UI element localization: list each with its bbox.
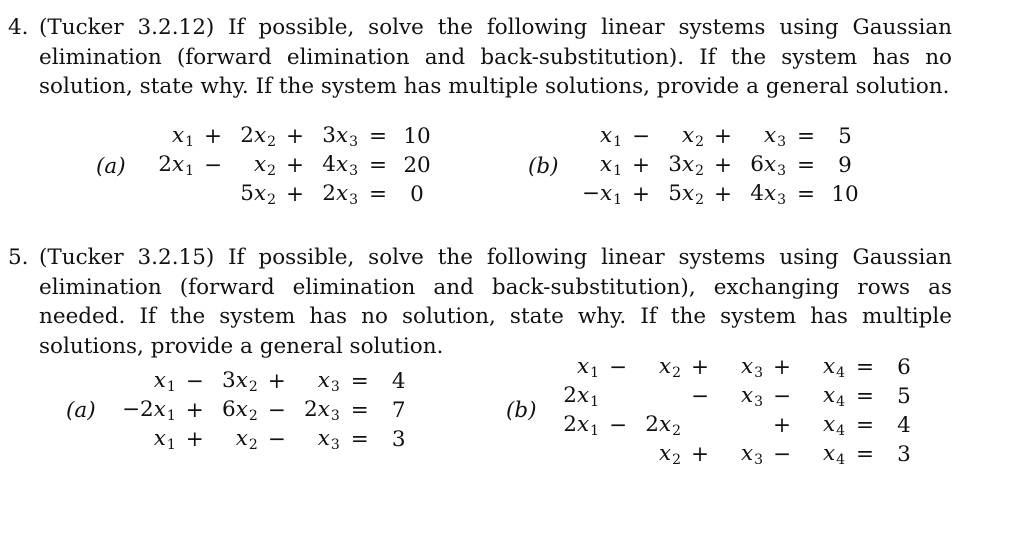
equals-sign: = [350,369,369,394]
equation-term: $4x_3$ [750,181,786,208]
equation-term: $6x_2$ [222,397,258,424]
operator: − [631,124,650,149]
equation-term: $x_1$ [599,152,622,179]
equation-term [719,411,763,440]
operator: + [772,355,791,380]
equation-term: $x_1$ [153,368,176,395]
equation-term: $2x_3$ [322,181,358,208]
operator: + [185,427,204,452]
equation-row [555,440,923,469]
equation-row [578,122,864,151]
operator: + [772,413,791,438]
equals-sign: = [796,124,815,149]
equation-term: $x_3$ [763,123,786,150]
operator: + [267,369,286,394]
equation-term: $x_3$ [740,354,763,381]
equation-rhs: 6 [897,355,911,380]
equals-sign: = [796,153,815,178]
operator: + [713,124,732,149]
operator: + [203,124,222,149]
equation-term: $2x_1$ [563,383,599,410]
equation-rhs: 5 [838,124,852,149]
equation-term: $5x_2$ [240,181,276,208]
operator: + [690,442,709,467]
equation-term: $3x_2$ [222,368,258,395]
equation-term [150,180,194,209]
equation-term: $2x_2$ [645,412,681,439]
equation-row [122,367,418,396]
equation-term: $2x_1$ [158,152,194,179]
operator: − [185,369,204,394]
equation-term: $3x_2$ [668,152,704,179]
equals-sign: = [855,384,874,409]
problem-number: 5. [8,245,29,270]
equation-term: $x_2$ [235,426,258,453]
equation-term: $x_2$ [658,441,681,468]
equation-rhs: 3 [391,427,406,452]
problem-5 [8,243,952,361]
operator: + [185,398,204,423]
operator: − [267,398,286,423]
equation-term: $x_4$ [822,441,845,468]
equation-system-5a [122,367,418,454]
operator [194,180,232,209]
equation-term: $-x_1$ [581,181,622,208]
equation-rhs: 4 [897,413,911,438]
equation-term: $x_1$ [599,123,622,150]
equation-term: $x_4$ [822,412,845,439]
operator: + [713,182,732,207]
equation-term: $2x_2$ [240,123,276,150]
operator: + [631,182,650,207]
equation-term [555,440,599,469]
equation-term: $4x_3$ [322,152,358,179]
operator: + [285,124,304,149]
operator: + [285,153,304,178]
equation-row [555,411,923,440]
equals-sign: = [368,153,387,178]
system-label-5b: (b) [506,398,537,423]
equation-row [555,382,923,411]
problem-number: 4. [8,15,29,40]
equation-rhs: 0 [410,182,424,207]
operator: − [203,153,222,178]
equation-row [578,180,864,209]
equation-row [150,151,436,180]
equation-term: $-2x_1$ [122,397,176,424]
equation-rhs: 7 [391,398,406,423]
equation-row [578,151,864,180]
equation-rhs: 5 [897,384,911,409]
equals-sign: = [855,355,874,380]
operator: − [608,413,627,438]
equals-sign: = [855,413,874,438]
equation-term: $x_2$ [681,123,704,150]
operator: − [608,355,627,380]
equals-sign: = [350,398,369,423]
equation-row [555,353,923,382]
operator: + [285,182,304,207]
operator [599,440,637,469]
equation-term: $5x_2$ [668,181,704,208]
equation-row [122,425,418,454]
equation-rhs: 10 [403,124,431,149]
operator: − [772,384,791,409]
equation-term: $x_2$ [253,152,276,179]
equation-rhs: 3 [897,442,911,467]
operator: + [631,153,650,178]
equals-sign: = [350,427,369,452]
operator: − [267,427,286,452]
operator: − [690,384,709,409]
equation-row [150,180,436,209]
equation-term: $x_1$ [171,123,194,150]
equation-term: $2x_1$ [563,412,599,439]
equation-rhs: 9 [838,153,852,178]
equation-term: $x_3$ [317,368,340,395]
operator: + [713,153,732,178]
equation-term: $x_4$ [822,354,845,381]
equation-term: $6x_3$ [750,152,786,179]
equation-term: $x_4$ [822,383,845,410]
equation-term: $x_1$ [576,354,599,381]
equals-sign: = [368,124,387,149]
equals-sign: = [855,442,874,467]
equation-rhs: 10 [831,182,859,207]
problem-text: (Tucker 3.2.12) If possible, solve the following linear systems using Gaussian elimination (forward elimination and back-substitution). If the system has no solution, state why. If the system has multiple solutions, provide a general solution. [39,15,952,99]
equation-rhs: 4 [391,369,406,394]
equation-term: $3x_3$ [322,123,358,150]
system-label-4b: (b) [528,154,559,179]
equation-term: $x_3$ [317,426,340,453]
operator [681,411,719,440]
equation-term: $x_3$ [740,383,763,410]
equation-term: $x_3$ [740,441,763,468]
equation-term: $2x_3$ [304,397,340,424]
equals-sign: = [368,182,387,207]
operator [599,382,637,411]
system-label-5a: (a) [66,398,96,423]
system-label-4a: (a) [96,154,126,179]
problem-text: (Tucker 3.2.15) If possible, solve the following linear systems using Gaussian elimination (forward elimination and back-substitution), exchanging rows as needed. If the system has no solution, state why. If the system has multiple solutions, provide a general solution. [39,245,952,359]
operator: + [690,355,709,380]
equation-term [637,382,681,411]
equation-row [122,396,418,425]
operator: − [772,442,791,467]
equation-term: $x_2$ [658,354,681,381]
equation-system-5b [555,353,923,469]
equation-system-4a [150,122,436,209]
equation-rhs: 20 [403,153,431,178]
equation-row [150,122,436,151]
equation-system-4b [578,122,864,209]
equals-sign: = [796,182,815,207]
equation-term: $x_1$ [153,426,176,453]
problem-4 [8,13,952,102]
